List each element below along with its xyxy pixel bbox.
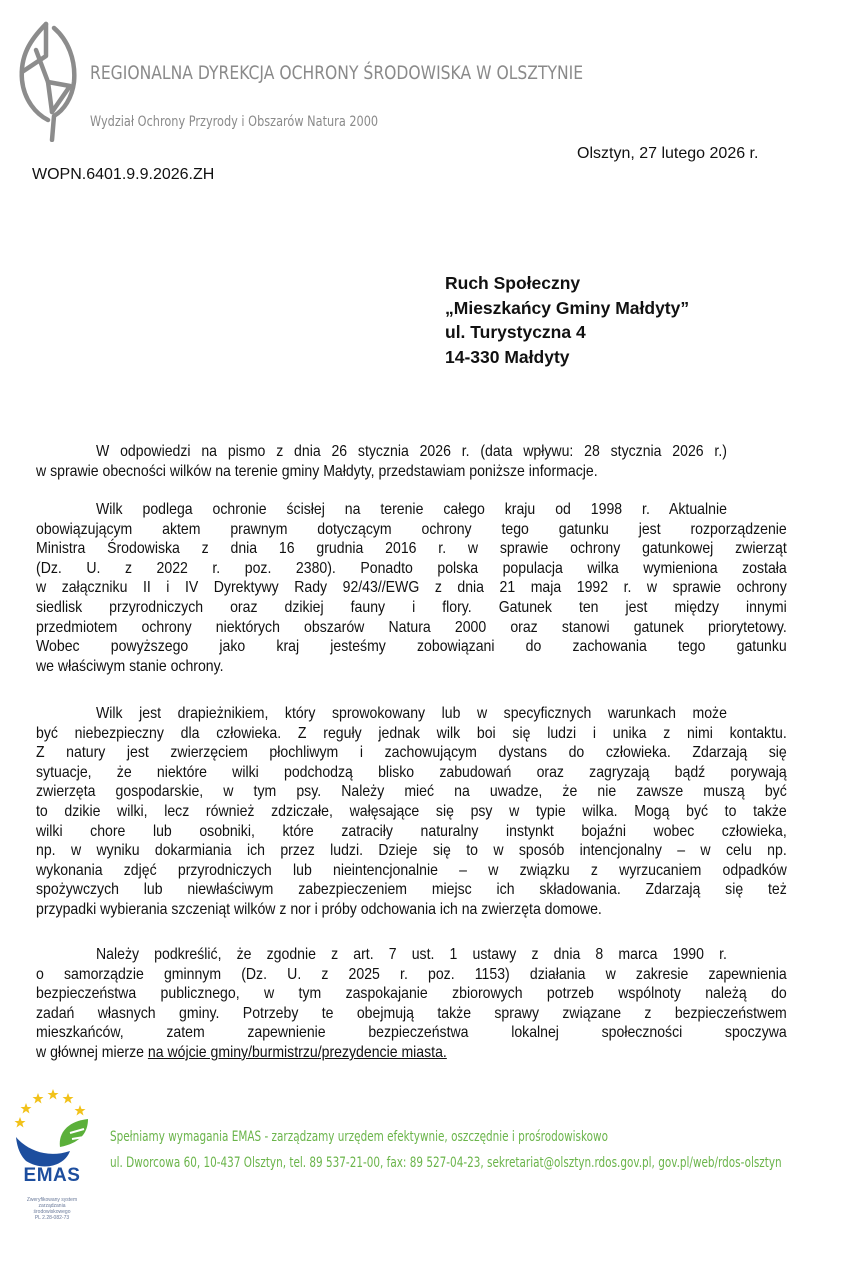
text-line: to dzikie wilki, lecz również zdziczałe, wałęsające się psy w typie wilka. Mogą być to także [36,802,787,820]
paragraph-1 [36,442,787,481]
recipient-line: „Mieszkańcy Gminy Małdyty” [445,297,690,318]
text-line: Z natury jest zwierzęciem płochliwym i zachowującym dystans do człowieka. Zdarzają się [36,744,787,762]
text-line: Ministra Środowiska z dnia 16 grudnia 2016 r. w sprawie ochrony gatunkowej zwierząt [36,540,787,558]
star-icon [21,1103,32,1114]
text-line: wilki chore lub osobniki, które zatraciły naturalny instynkt bojaźni wobec człowieka, [36,822,787,840]
text-line: przypadki wybierania szczeniąt wilków z nor i próby odchowania ich na zwierzęta domowe. [36,900,602,918]
emas-caption-line: środowiskowego [33,1209,71,1215]
text-line: we właściwym stanie ochrony. [36,657,224,675]
recipient-address [445,271,689,369]
text-line: być niebezpieczny dla człowieka. Z reguły jednak wilk boi się ludzi i unika z nimi kontaktu. [36,724,787,742]
text-line: spożywczych lub niewłaściwym zabezpieczeniem miejsc ich składowania. Zdarzają się też [36,881,787,899]
text-line: w sprawie obecności wilków na terenie gminy Małdyty, przedstawiam poniższe informacje. [36,462,598,480]
text-line: w załączniku II i IV Dyrektywy Rady 92/43//EWG z dnia 21 maja 1992 r. w sprawie ochrony [36,579,787,597]
paragraph-3 [36,704,787,920]
emas-caption-line: Zweryfikowany system [26,1197,78,1203]
text-line: Wilk podlega ochronie ścisłej na terenie całego kraju od 1998 r. Aktualnie [96,501,727,518]
recipient-line: ul. Turystyczna 4 [445,322,586,342]
reference-number: WOPN.6401.9.9.2026.ZH [32,166,215,183]
emas-caption [12,1197,92,1221]
star-icon [75,1105,86,1116]
text-line: przedmiotem ochrony niektórych obszarów Natura 2000 oraz stanowi gatunek priorytetowy. [36,618,787,636]
text-line: Należy podkreślić, że zgodnie z art. 7 ust. 1 ustawy z dnia 8 marca 1990 r. [96,946,727,963]
star-icon [63,1093,74,1104]
text-line: obowiązującym aktem prawnym dotyczącym ochrony tego gatunku jest rozporządzenie [36,520,787,538]
star-icon [48,1089,59,1100]
emas-caption-line: zarządzania [38,1203,66,1209]
text-line: zwierzęta gospodarskie, w tym psy. Należy mieć na uwadze, że nie zawsze muszą być [36,783,787,801]
organization-name: REGIONALNA DYREKCJA OCHRONY ŚRODOWISKA W OLSZTYNIE [90,62,584,84]
leaf-icon [18,20,80,142]
text-line: zadań własnych gminy. Potrzeby te obejmują także sprawy związane z bezpieczeństwem [36,1004,787,1022]
emas-leaf [60,1119,88,1147]
star-icon [15,1117,26,1128]
text-line: siedlisk przyrodniczych oraz dzikiej fauny i flory. Gatunek ten jest między innymi [36,598,787,616]
department-name: Wydział Ochrony Przyrody i Obszarów Natura 2000 [90,114,379,130]
eu-stars-icon [15,1089,86,1128]
recipient-line: 14-330 Małdyty [445,346,570,367]
emas-label: EMAS [23,1165,81,1186]
text-line: Wobec powyższego jako kraj jesteśmy zobowiązani do zachowania tego gatunku [36,638,787,656]
text-line: (Dz. U. z 2022 r. poz. 2380). Ponadto polska populacja wilka wymieniona została [36,559,787,577]
text-line: wykonania zdjęć przyrodniczych lub nieintencjonalnie – w związku z wyrzucaniem odpadków [36,861,787,879]
text-line: W odpowiedzi na pismo z dnia 26 stycznia 2026 r. (data wpływu: 28 stycznia 2026 r.) [96,443,727,460]
paragraph-4 [36,945,787,1063]
text-line: bezpieczeństwa publicznego, w tym zaspokajanie zbiorowych potrzeb wspólnoty należą do [36,985,787,1003]
footer-contact: ul. Dworcowa 60, 10-437 Olsztyn, tel. 89 537-21-00, fax: 89 527-04-23, sekretariat@olsztyn.rdos.gov.pl, gov.pl/web/rdos-olsztyn [110,1155,782,1171]
star-icon [33,1093,44,1104]
text-line: mieszkańców, zatem zapewnienie bezpieczeństwa lokalnej społeczności spoczywa [36,1024,787,1042]
emas-caption-line: PL 2.28-082-73 [34,1215,70,1221]
text-line: Wilk jest drapieżnikiem, który sprowokowany lub w specyficznych warunkach może [96,705,727,722]
underlined-text: na wójcie gminy/burmistrzu/prezydencie miasta. [147,1043,447,1061]
recipient-line: Ruch Społeczny [445,273,581,293]
text-line: w głównej mierze [36,1043,148,1061]
text-line: sytuacje, że niektóre wilki podchodzą blisko zabudowań oraz zagryzają bądź porywają [36,763,787,781]
text-line: np. w wyniku dokarmiania ich przez ludzi. Dzieje się to w sposób intencjonalny – w celu np. [36,842,787,860]
letter-date: Olsztyn, 27 lutego 2026 r. [577,145,759,162]
text-line: o samorządzie gminnym (Dz. U. z 2025 r. poz. 1153) działania w zakresie zapewnienia [36,965,787,983]
paragraph-2 [36,500,787,676]
footer-slogan: Spełniamy wymagania EMAS - zarządzamy urzędem efektywnie, oszczędnie i prośrodowiskowo [110,1129,608,1145]
